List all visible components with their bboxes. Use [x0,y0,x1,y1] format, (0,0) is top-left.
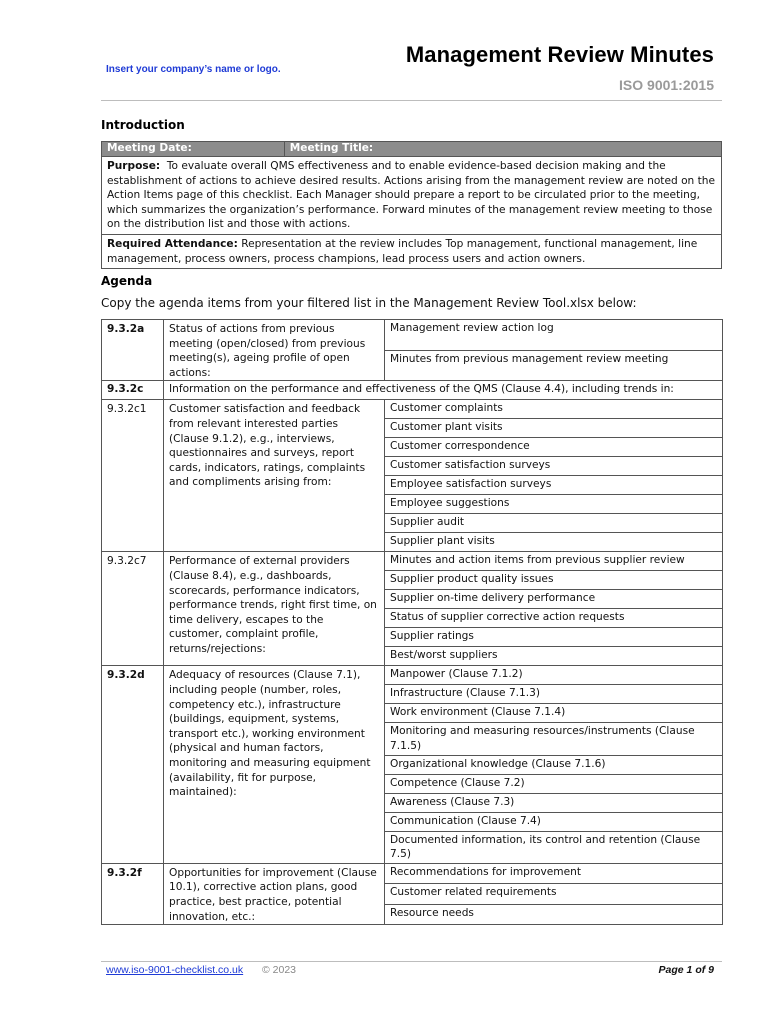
introduction-table [101,141,722,269]
agenda-item: Organizational knowledge (Clause 7.1.6) [385,755,723,774]
agenda-item: Documented information, its control and retention (Clause 7.5) [385,831,723,863]
agenda-row [102,863,723,883]
document-title: Management Review Minutes [405,42,714,67]
agenda-row [102,666,723,685]
purpose-label: Purpose: [107,160,161,172]
footer-website-link[interactable]: www.iso-9001-checklist.co.uk [106,964,244,976]
agenda-item: Awareness (Clause 7.3) [385,793,723,812]
agenda-item: Customer correspondence [385,438,723,457]
document-subtitle: ISO 9001:2015 [619,77,714,93]
agenda-item: Supplier audit [385,514,723,533]
meeting-title-label: Meeting Title: [284,142,721,157]
meeting-date-label: Meeting Date: [102,142,285,157]
agenda-table [101,319,723,925]
agenda-item: Best/worst suppliers [385,647,723,666]
agenda-heading: Agenda [101,274,153,288]
footer-divider [101,961,722,962]
agenda-item: Resource needs [385,904,723,924]
agenda-item: Customer plant visits [385,419,723,438]
attendance-cell [102,234,722,268]
header-divider [101,100,722,101]
agenda-clause: 9.3.2c1 [102,400,164,552]
attendance-row [102,234,722,268]
agenda-item: Communication (Clause 7.4) [385,812,723,831]
agenda-description: Status of actions from previous meeting (open/closed) from previous meeting(s), ageing profile of open actions: [164,320,385,381]
agenda-item: Customer complaints [385,400,723,419]
meeting-header-row [102,142,722,157]
agenda-item: Employee satisfaction surveys [385,476,723,495]
agenda-row [102,381,723,400]
agenda-description: Opportunities for improvement (Clause 10.1), corrective action plans, good practice, best practice, potential innovation, etc.: [164,863,385,924]
page-number: Page 1 of 9 [658,964,714,976]
agenda-item: Supplier ratings [385,628,723,647]
attendance-label: Required Attendance: [107,237,238,250]
footer-copyright: © 2023 [262,964,297,976]
agenda-item: Recommendations for improvement [385,863,723,883]
agenda-item: Competence (Clause 7.2) [385,774,723,793]
agenda-instruction: Copy the agenda items from your filtered list in the Management Review Tool.xlsx below: [101,296,637,310]
purpose-row [102,157,722,235]
company-name-placeholder: Insert your company’s name or logo. [106,64,281,75]
agenda-clause: 9.3.2c7 [102,552,164,666]
agenda-item: Status of supplier corrective action requests [385,609,723,628]
agenda-item: Infrastructure (Clause 7.1.3) [385,685,723,704]
agenda-description: Customer satisfaction and feedback from relevant interested parties (Clause 9.1.2), e.g., interviews, questionnaires and surveys, report cards, indicators, ratings, complaints and compliments arising from: [164,400,385,552]
agenda-full-row-text: Information on the performance and effectiveness of the QMS (Clause 4.4), including trends in: [164,381,723,400]
agenda-item: Customer satisfaction surveys [385,457,723,476]
agenda-item: Supplier product quality issues [385,571,723,590]
agenda-item: Employee suggestions [385,495,723,514]
agenda-row [102,552,723,571]
agenda-table-body [102,320,723,925]
agenda-item: Work environment (Clause 7.1.4) [385,704,723,723]
agenda-clause: 9.3.2c [102,381,164,400]
attendance-text: Representation at the review includes Top management, functional management, line management, process owners, process champions, lead process users and action owners. [107,237,698,265]
agenda-clause: 9.3.2d [102,666,164,863]
agenda-item: Minutes and action items from previous supplier review [385,552,723,571]
purpose-text: To evaluate overall QMS effectiveness and to enable evidence-based decision making and the establishment of actions to achieve desired results. Actions arising from the management review are noted on the Action Items page of this checklist. Each Manager should prepare a report to be circulated prior to the meeting, which summarizes the organization’s performance. Forward minutes of the management review meeting to those on the distribution list and those with actions. [107,160,716,231]
purpose-cell [102,157,722,235]
agenda-description: Adequacy of resources (Clause 7.1), including people (number, roles, competency etc.), infrastructure (buildings, equipment, systems, transport etc.), working environment (physical and human factors, monitoring and measuring equipment (availability, fit for purpose, maintained): [164,666,385,863]
agenda-item: Minutes from previous management review meeting [385,350,723,381]
agenda-item: Customer related requirements [385,884,723,904]
agenda-clause: 9.3.2a [102,320,164,381]
agenda-row [102,320,723,351]
introduction-heading: Introduction [101,118,185,132]
agenda-item: Manpower (Clause 7.1.2) [385,666,723,685]
agenda-row [102,400,723,419]
agenda-item: Supplier plant visits [385,533,723,552]
agenda-clause: 9.3.2f [102,863,164,924]
agenda-item: Supplier on-time delivery performance [385,590,723,609]
agenda-item: Management review action log [385,320,723,351]
agenda-description: Performance of external providers (Clause 8.4), e.g., dashboards, scorecards, performance indicators, performance trends, right first time, on time delivery, escapes to the customer, complaint profile, returns/rejections: [164,552,385,666]
agenda-item: Monitoring and measuring resources/instruments (Clause 7.1.5) [385,723,723,755]
